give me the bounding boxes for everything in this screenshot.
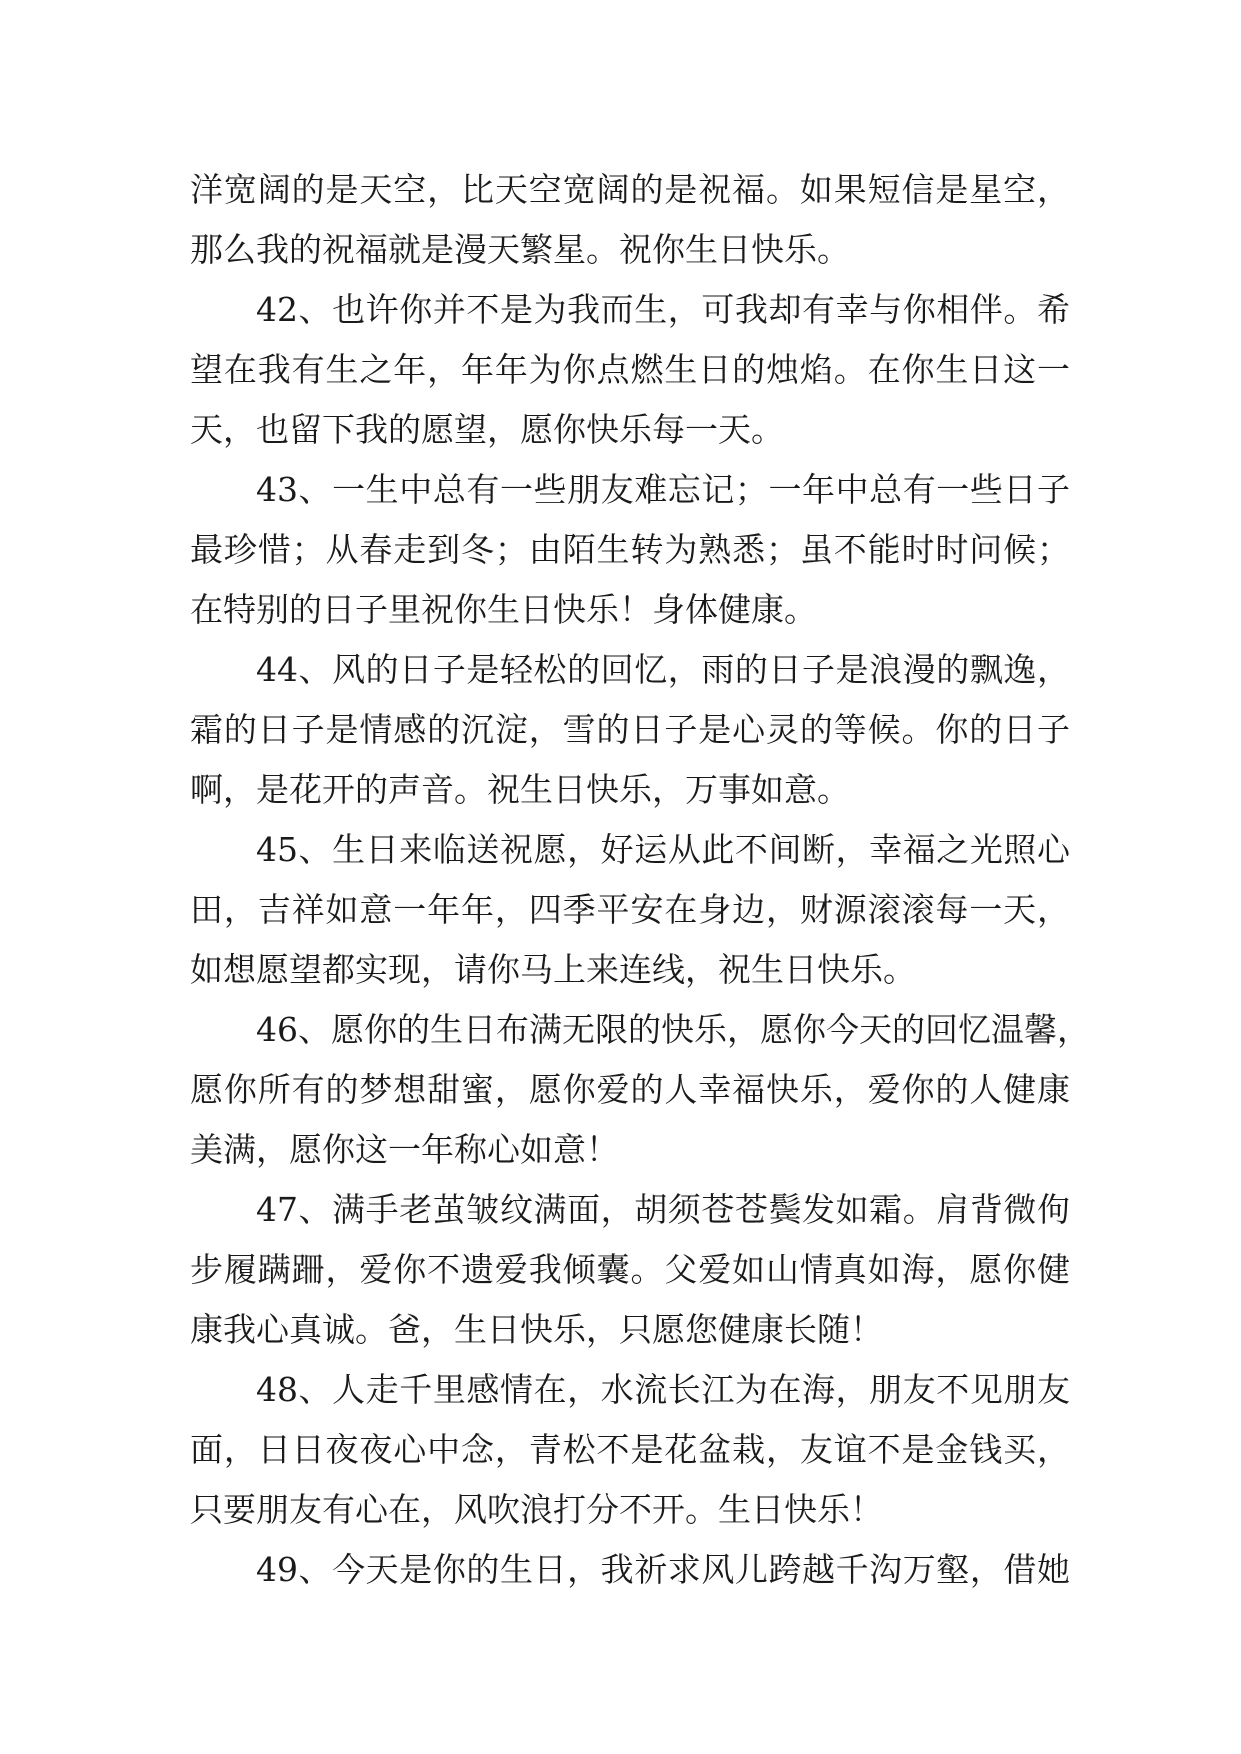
paragraph-43: [190, 460, 1070, 640]
text-line: 望在我有生之年，年年为你点燃生日的烛焰。在你生日这一: [190, 350, 1070, 389]
text-line: 洋宽阔的是天空，比天空宽阔的是祝福。如果短信是星空，: [190, 170, 1070, 209]
text-line: 44、风的日子是轻松的回忆，雨的日子是浪漫的飘逸，: [256, 650, 1070, 689]
text-line: 美满，愿你这一年称心如意！: [190, 1130, 619, 1169]
paragraph-47: [190, 1180, 1070, 1360]
text-line: 42、也许你并不是为我而生，可我却有幸与你相伴。希: [256, 290, 1070, 329]
text-line: 45、生日来临送祝愿，好运从此不间断，幸福之光照心: [256, 830, 1070, 869]
text-line: 如想愿望都实现，请你马上来连线，祝生日快乐。: [190, 950, 916, 989]
text-line: 在特别的日子里祝你生日快乐！身体健康。: [190, 590, 817, 629]
paragraph-46: [190, 1000, 1090, 1180]
text-line: 步履蹒跚，爱你不遗爱我倾囊。父爱如山情真如海，愿你健: [190, 1250, 1070, 1289]
text-line: 啊，是花开的声音。祝生日快乐，万事如意。: [190, 770, 850, 809]
text-line: 只要朋友有心在，风吹浪打分不开。生日快乐！: [190, 1490, 883, 1529]
text-line: 那么我的祝福就是漫天繁星。祝你生日快乐。: [190, 230, 850, 269]
body-text: [190, 160, 1090, 1600]
text-line: 霜的日子是情感的沉淀，雪的日子是心灵的等候。你的日子: [190, 710, 1070, 749]
text-line: 田，吉祥如意一年年，四季平安在身边，财源滚滚每一天，: [190, 890, 1070, 929]
paragraph-42: [190, 280, 1070, 460]
paragraph-49: [190, 1540, 1070, 1600]
text-line: 48、人走千里感情在，水流长江为在海，朋友不见朋友: [256, 1370, 1070, 1409]
text-line: 康我心真诚。爸，生日快乐，只愿您健康长随！: [190, 1310, 883, 1349]
paragraph-48: [190, 1360, 1070, 1540]
text-line: 49、今天是你的生日，我祈求风儿跨越千沟万壑，借她: [256, 1550, 1070, 1589]
text-line: 43、一生中总有一些朋友难忘记；一年中总有一些日子: [256, 470, 1070, 509]
text-line: 47、满手老茧皱纹满面，胡须苍苍鬓发如霜。肩背微佝: [256, 1190, 1070, 1229]
paragraph-41-continued: [190, 160, 1070, 280]
text-line: 天，也留下我的愿望，愿你快乐每一天。: [190, 410, 784, 449]
text-line: 面，日日夜夜心中念，青松不是花盆栽，友谊不是金钱买，: [190, 1430, 1070, 1469]
paragraph-45: [190, 820, 1070, 1000]
paragraph-44: [190, 640, 1070, 820]
text-line: 46、愿你的生日布满无限的快乐，愿你今天的回忆温馨，: [256, 1010, 1090, 1049]
text-line: 最珍惜；从春走到冬；由陌生转为熟悉；虽不能时时问候；: [190, 530, 1070, 569]
text-line: 愿你所有的梦想甜蜜，愿你爱的人幸福快乐，爱你的人健康: [190, 1070, 1070, 1109]
